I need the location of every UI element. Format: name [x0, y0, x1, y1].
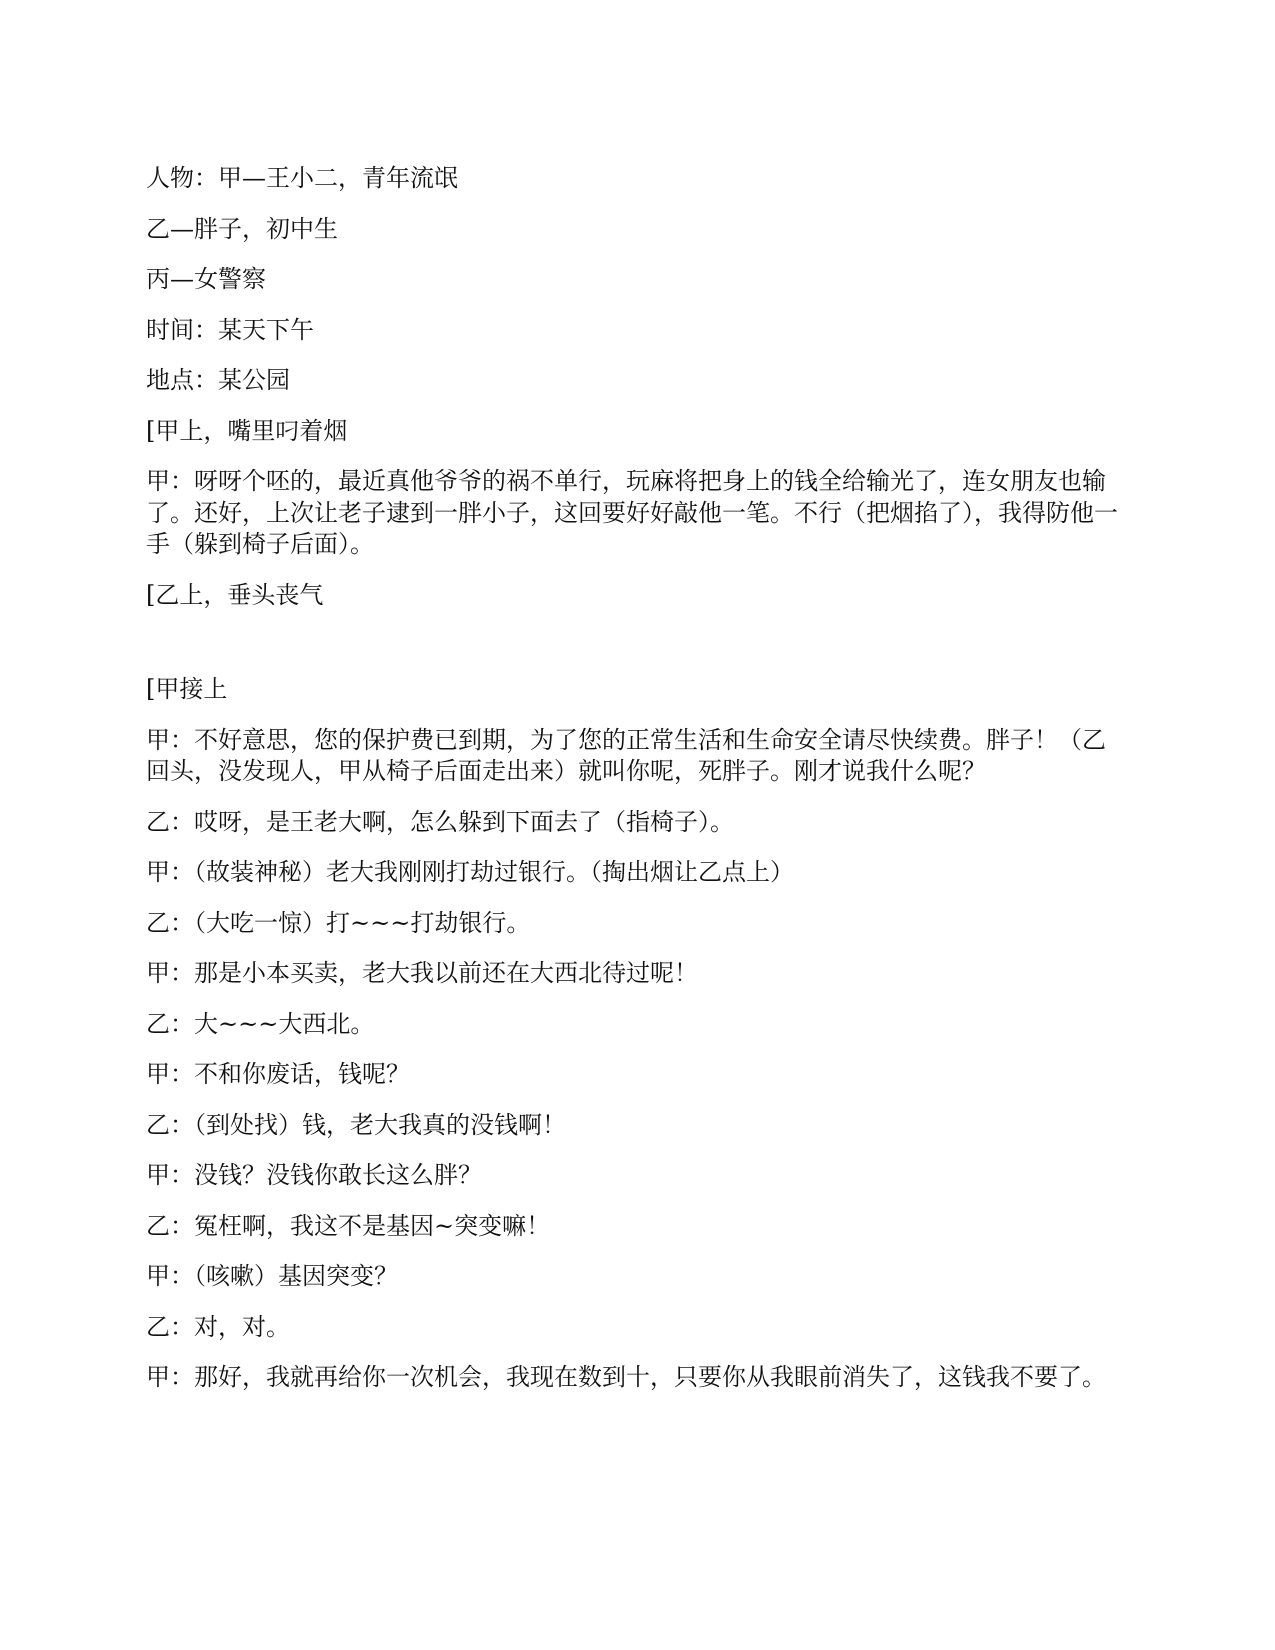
stage-direction: [甲接上	[146, 675, 228, 703]
document-page	[146, 163, 1126, 1413]
dialogue-line: 甲：（咳嗽）基因突变？	[146, 1262, 398, 1290]
dialogue-line: 乙：（大吃一惊）打~~~打劫银行。	[146, 908, 531, 937]
stage-direction: [乙上，垂头丧气	[146, 580, 324, 609]
stage-direction: [甲上，嘴里叼着烟	[146, 416, 348, 445]
dialogue-line: 乙：冤枉啊，我这不是基因~突变嘛！	[146, 1211, 551, 1240]
place-line: 地点：某公园	[146, 366, 290, 394]
cast-line-3: 丙—女警察	[146, 265, 266, 293]
dialogue-line: 甲：那好，我就再给你一次机会，我现在数到十，只要你从我眼前消失了，这钱我不要了。	[146, 1363, 1106, 1391]
time-line: 时间：某天下午	[146, 315, 314, 344]
cast-line-2: 乙—胖子，初中生	[146, 214, 338, 243]
dialogue-line: 甲：没钱？没钱你敢长这么胖？	[146, 1161, 482, 1189]
dialogue-line: 乙：对，对。	[146, 1312, 290, 1341]
dialogue-line: 甲：不好意思，您的保护费已到期，为了您的正常生活和生命安全请尽快续费。胖子！（乙回头，没发现人，甲从椅子后面走出来）就叫你呢，死胖子。刚才说我什么呢？	[146, 725, 1106, 785]
dialogue-line: 乙：（到处找）钱，老大我真的没钱啊！	[146, 1110, 566, 1139]
dialogue-line: 甲：不和你废话，钱呢？	[146, 1060, 410, 1088]
section-gap	[146, 630, 1126, 674]
dialogue-line: 乙：哎呀，是王老大啊，怎么躲到下面去了（指椅子）。	[146, 807, 734, 836]
dialogue-line: 甲：呀呀个呸的，最近真他爷爷的祸不单行，玩麻将把身上的钱全给输光了，连女朋友也输了。还好，上次让老子逮到一胖小子，这回要好好敲他一笔。不行（把烟掐了），我得防他一手（躲到椅子后面）。	[146, 467, 1118, 558]
dialogue-line: 甲：那是小本买卖，老大我以前还在大西北待过呢！	[146, 959, 698, 987]
dialogue-line: 乙：大~~~大西北。	[146, 1009, 375, 1038]
cast-line-1: 人物：甲—王小二，青年流氓	[146, 164, 458, 192]
dialogue-line: 甲：（故装神秘）老大我刚刚打劫过银行。（掏出烟让乙点上）	[146, 858, 794, 886]
